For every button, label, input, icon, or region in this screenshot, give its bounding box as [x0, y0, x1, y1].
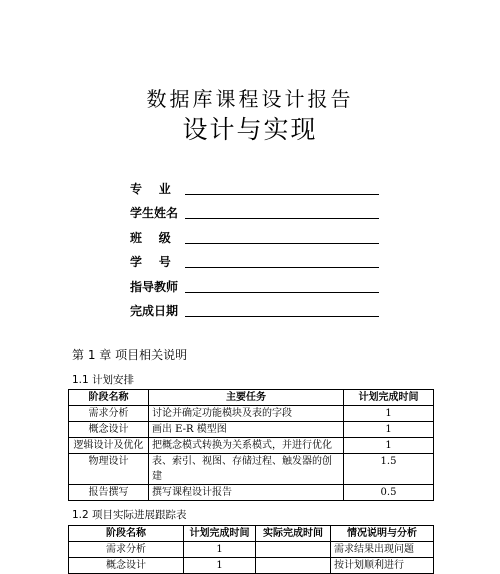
table-row — [69, 422, 434, 438]
table-cell: 物理设计 — [69, 454, 149, 485]
table-cell: 逻辑设计及优化 — [69, 438, 149, 454]
table-row — [69, 485, 434, 501]
header-cell: 实际完成时间 — [256, 526, 331, 542]
chapter-heading: 第 1 章 项目相关说明 — [72, 348, 188, 362]
table-cell: 0.5 — [344, 485, 434, 501]
table-cell: 需求分析 — [69, 542, 184, 558]
section-heading-plan: 1.1 计划安排 — [72, 374, 135, 386]
table-cell: 1 — [184, 542, 256, 558]
fill-line-class — [185, 243, 379, 244]
table-cell: 表、索引、视图、存储过程、触发器的创建 — [149, 454, 344, 485]
table-header-row — [69, 526, 434, 542]
report-title: 数据库课程设计报告 — [146, 87, 354, 111]
fill-line-date — [185, 316, 379, 317]
table-cell: 把概念模式转换为关系模式，并进行优化 — [149, 438, 344, 454]
table-row — [69, 438, 434, 454]
field-label-date: 完成日期 — [130, 304, 179, 318]
table-header-row — [69, 390, 434, 406]
table-cell: 概念设计 — [69, 422, 149, 438]
fill-line-student-id — [185, 267, 379, 268]
field-label-name: 学生姓名 — [130, 206, 179, 220]
table-cell: 1 — [344, 438, 434, 454]
header-cell: 计划完成时间 — [344, 390, 434, 406]
table-cell: 撰写课程设计报告 — [149, 485, 344, 501]
table-row — [69, 542, 434, 558]
table-cell: 报告撰写 — [69, 485, 149, 501]
table-cell: 1 — [344, 406, 434, 422]
field-label-advisor: 指导教师 — [130, 280, 179, 294]
table-cell — [256, 542, 331, 558]
table-cell: 需求结果出现问题 — [331, 542, 434, 558]
header-cell: 情况说明与分析 — [331, 526, 434, 542]
report-subtitle: 设计与实现 — [182, 115, 318, 144]
table-cell: 讨论并确定功能模块及表的字段 — [149, 406, 344, 422]
table-cell: 需求分析 — [69, 406, 149, 422]
table-row — [69, 558, 434, 574]
section-heading-tracking: 1.2 项目实际进展跟踪表 — [72, 509, 187, 521]
fill-line-advisor — [185, 292, 379, 293]
table-cell: 概念设计 — [69, 558, 184, 574]
field-label-student-id: 学 号 — [130, 255, 171, 269]
header-cell: 主要任务 — [149, 390, 344, 406]
table-cell: 按计划顺利进行 — [331, 558, 434, 574]
fill-line-major — [185, 194, 379, 195]
fill-line-name — [185, 218, 379, 219]
table-row — [69, 454, 434, 485]
table-cell: 1 — [344, 422, 434, 438]
field-label-major: 专 业 — [130, 182, 171, 196]
tracking-table — [68, 525, 434, 574]
field-label-class: 班 级 — [130, 231, 171, 245]
table-row — [69, 406, 434, 422]
plan-table — [68, 389, 434, 501]
header-cell: 阶段名称 — [69, 390, 149, 406]
table-cell: 1 — [184, 558, 256, 574]
header-cell: 计划完成时间 — [184, 526, 256, 542]
table-cell — [256, 558, 331, 574]
table-cell: 画出 E-R 模型图 — [149, 422, 344, 438]
table-cell: 1.5 — [344, 454, 434, 485]
header-cell: 阶段名称 — [69, 526, 184, 542]
